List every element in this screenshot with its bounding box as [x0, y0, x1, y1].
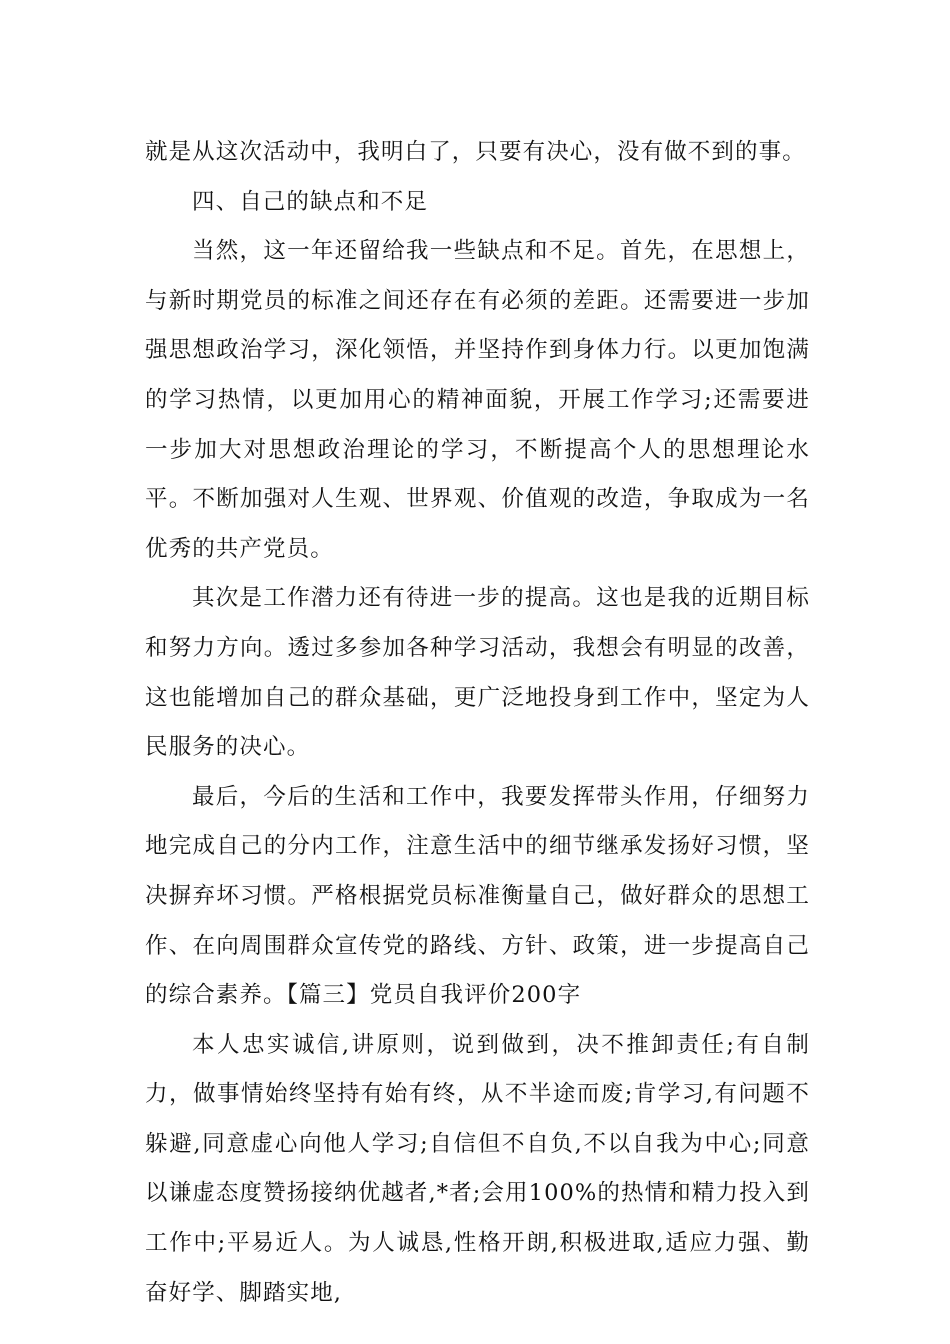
document-body [145, 128, 810, 1318]
section-heading: 四、自己的缺点和不足 [192, 188, 429, 215]
paragraph-4: 其次是工作潜力还有待进一步的提高。这也是我的近期目标和努力方向。透过多参加各种学习活动，我想会有明显的改善，这也能增加自己的群众基础，更广泛地投身到工作中，坚定为人民服务的决心。 [145, 585, 810, 761]
paragraph-3: 当然，这一年还留给我一些缺点和不足。首先，在思想上，与新时期党员的标准之间还存在有必须的差距。还需要进一步加强思想政治学习，深化领悟，并坚持作到身体力行。以更加饱满的学习热情，以更加用心的精神面貌，开展工作学习;还需要进一步加大对思想政治理论的学习，不断提高个人的思想理论水平。不断加强对人生观、世界观、价值观的改造，争取成为一名优秀的共产党员。 [145, 238, 810, 562]
paragraph-5: 最后，今后的生活和工作中，我要发挥带头作用，仔细努力地完成自己的分内工作，注意生活中的细节继承发扬好习惯，坚决摒弃坏习惯。严格根据党员标准衡量自己，做好群众的思想工作、在向周围群众宣传党的路线、方针、政策，进一步提高自己的综合素养。【篇三】党员自我评价200字 [145, 783, 810, 1009]
paragraph-6: 本人忠实诚信,讲原则，说到做到，决不推卸责任;有自制力，做事情始终坚持有始有终，从不半途而废;肯学习,有问题不躲避,同意虚心向他人学习;自信但不自负,不以自我为中心;同意以谦虚态度赞扬接纳优越者,*者;会用100%的热情和精力投入到工作中;平易近人。为人诚恳,性格开朗,积极进取,适应力强、勤奋好学、脚踏实地, [145, 1031, 810, 1306]
paragraph-1: 就是从这次活动中，我明白了，只要有决心，没有做不到的事。 [145, 139, 806, 165]
